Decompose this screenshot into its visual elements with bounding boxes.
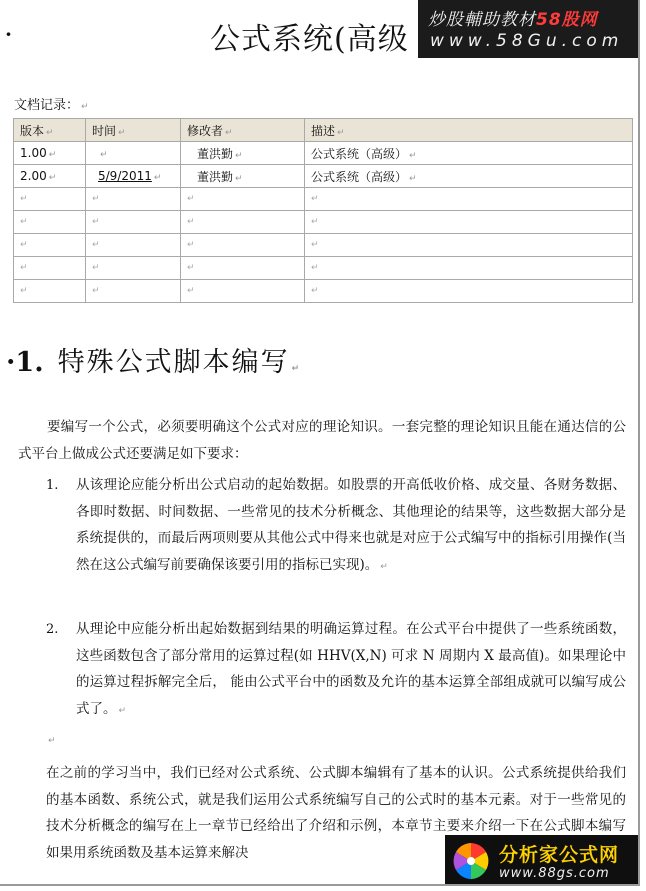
watermark-top-url: www.58Gu.com — [430, 31, 624, 51]
table-row: 1.00 ↵ ↵ 董洪勤 ↵ 公式系统（高级） ↵ — [14, 142, 633, 165]
revision-table — [13, 118, 633, 303]
col-header-version: 版本 ↵ — [14, 119, 86, 142]
document-title: 公式系统(高级 — [210, 22, 409, 57]
section-heading: ·1. 特殊公式脚本编写 ↵ — [6, 347, 300, 378]
intro-paragraph: 要编写一个公式，必须要明确这个公式对应的理论知识。一套完整的理论知识且能在通达信的公式平台上做成公式还要满足如下要求： — [18, 419, 626, 462]
section-title: 特殊公式脚本编写 — [57, 347, 290, 378]
table-header-row — [14, 119, 633, 142]
watermark-top-text-b: 58股网 — [536, 10, 598, 30]
watermark-bottom-url: www.88gs.com — [499, 866, 610, 881]
table-row: 2.00 ↵ 5/9/2011 ↵ 董洪勤 ↵ 公式系统（高级） ↵ — [14, 165, 633, 188]
table-row: ↵ ↵ ↵ ↵ — [14, 234, 633, 257]
col-header-modifier: 修改者 ↵ — [181, 119, 305, 142]
col-header-description: 描述 ↵ — [305, 119, 633, 142]
closing-paragraph: 在之前的学习当中，我们已经对公式系统、公式脚本编辑有了基本的认识。公式系统提供给我们的基本函数、系统公式，就是我们运用公式系统编写自己的公式时的基本元素。对于一些常见的技术分析概念的编写在上一章节已经给出了介绍和示例，本章节主要来介绍一下在公式脚本编写如果用系统函数及基本运算来解决 — [46, 765, 626, 861]
table-row: ↵ ↵ ↵ ↵ — [14, 188, 633, 211]
watermark-top-text-a: 炒股輔助教材 — [428, 10, 536, 30]
list-item-number: 2. — [46, 622, 59, 637]
section-number: 1. — [15, 347, 44, 378]
pinwheel-logo-icon — [451, 841, 491, 881]
record-label: 文档记录： ↵ — [14, 98, 89, 113]
table-row: ↵ ↵ ↵ ↵ — [14, 280, 633, 303]
table-row: ↵ ↵ ↵ ↵ — [14, 257, 633, 280]
table-row: ↵ ↵ ↵ ↵ — [14, 211, 633, 234]
watermark-bottom-title: 分析家公式网 — [499, 844, 620, 866]
list-item: 从理论中应能分析出起始数据到结果的明确运算过程。在公式平台中提供了一些系统函数，这些函数包含了部分常用的运算过程(如 HHV(X,N) 可求 N 周期内 X 最高值)。如果理论中的运算过程拆解完全后， 能由公式平台中的函数及允许的基本运算全部组成就可以编写成公式了。 ↵ — [76, 621, 626, 717]
col-header-time: 时间 ↵ — [86, 119, 181, 142]
heading-marker: · — [5, 22, 12, 46]
list-item-number: 1. — [46, 478, 59, 493]
list-item: 从该理论应能分析出公式启动的起始数据。如股票的开高低收价格、成交量、各财务数据、各即时数据、时间数据、一些常见的技术分析概念、其他理论的结果等，这些数据大部分是系统提供的，而最后两项则要从其他公式中得来也就是对应于公式编写中的指标引用操作(当然在这公式编写前要确保该要引用的指标已实现)。 ↵ — [76, 477, 626, 573]
empty-paragraph-mark: ↵ — [48, 736, 56, 746]
watermark-bottom — [445, 835, 640, 886]
watermark-top — [418, 0, 640, 58]
